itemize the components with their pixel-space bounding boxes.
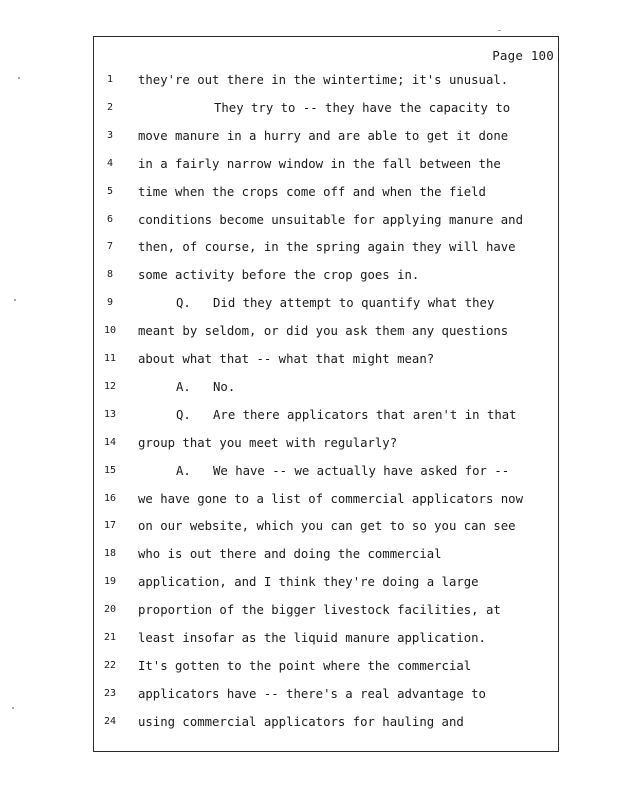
line-text: applicators have -- there's a real advantage to <box>138 686 486 701</box>
line-number: 13 <box>103 408 117 420</box>
line-number: 1 <box>106 74 114 85</box>
line-number: 6 <box>106 213 114 225</box>
page-number: Page 100 <box>492 48 554 63</box>
line-number: 24 <box>103 715 117 727</box>
line-number: 9 <box>106 297 114 309</box>
transcript-line <box>100 658 555 674</box>
line-text: then, of course, in the spring again they will have <box>138 240 516 255</box>
line-number: 21 <box>103 632 117 643</box>
transcript-line <box>100 518 555 534</box>
scan-speck <box>498 30 501 31</box>
line-number: 16 <box>103 492 117 504</box>
line-text: application, and I think they're doing a large <box>138 575 479 590</box>
line-text: who is out there and doing the commercial <box>138 547 442 562</box>
line-text: least insofar as the liquid manure application. <box>138 631 486 645</box>
scan-speck <box>14 299 16 301</box>
line-number: 11 <box>103 353 117 364</box>
transcript-line <box>100 128 555 144</box>
line-text: they're out there in the wintertime; it's unusual. <box>138 73 509 87</box>
line-number: 17 <box>103 520 117 532</box>
line-number: 18 <box>103 548 117 560</box>
line-number: 5 <box>106 185 114 197</box>
transcript-line <box>100 491 555 507</box>
line-number: 4 <box>106 157 114 169</box>
line-text: some activity before the crop goes in. <box>138 268 420 283</box>
line-text: on our website, which you can get to so you can see <box>138 519 516 534</box>
scan-speck <box>18 77 20 79</box>
line-number: 23 <box>103 687 117 699</box>
line-text: It's gotten to the point where the commercial <box>138 658 472 673</box>
line-text: They try to -- they have the capacity to <box>214 100 511 115</box>
line-text: about what that -- what that might mean? <box>138 352 435 366</box>
line-number: 7 <box>106 241 114 253</box>
line-number: 12 <box>103 380 117 392</box>
transcript-line <box>100 686 555 702</box>
line-number: 2 <box>106 101 114 113</box>
transcript-line <box>100 212 555 228</box>
scan-speck <box>12 707 14 709</box>
line-text: in a fairly narrow window in the fall between the <box>138 156 501 171</box>
line-text: A. No. <box>176 379 236 394</box>
transcript-line <box>100 407 555 423</box>
line-text: Q. Did they attempt to quantify what they <box>176 296 495 311</box>
transcript-line <box>100 546 555 562</box>
transcript-line <box>100 630 555 646</box>
line-text: proportion of the bigger livestock facilities, at <box>138 603 501 618</box>
transcript-line <box>100 239 555 255</box>
transcript-line <box>100 351 555 367</box>
line-text: meant by seldom, or did you ask them any questions <box>138 324 509 339</box>
line-number: 14 <box>103 436 117 448</box>
transcript-line <box>100 267 555 283</box>
transcript-line <box>100 602 555 618</box>
line-text: using commercial applicators for hauling and <box>138 714 464 729</box>
line-text: we have gone to a list of commercial applicators now <box>138 491 523 506</box>
line-text: move manure in a hurry and are able to get it done <box>138 128 509 143</box>
line-number: 10 <box>103 325 117 337</box>
transcript-line <box>100 72 555 88</box>
transcript-line <box>100 184 555 200</box>
transcript-line <box>100 574 555 590</box>
transcript-line <box>100 295 555 311</box>
transcript-line <box>100 156 555 172</box>
line-text: Q. Are there applicators that aren't in that <box>176 407 517 422</box>
transcript-line <box>100 714 555 730</box>
transcript-line <box>100 379 555 395</box>
line-number: 15 <box>103 464 117 476</box>
line-number: 22 <box>103 659 117 671</box>
transcript-line <box>100 463 555 479</box>
line-number: 20 <box>103 604 117 616</box>
line-number: 3 <box>106 129 114 141</box>
line-text: A. We have -- we actually have asked for -- <box>176 463 510 478</box>
transcript-line <box>100 100 555 116</box>
line-number: 8 <box>106 269 114 281</box>
line-number: 19 <box>103 576 117 588</box>
transcript-line <box>100 323 555 339</box>
line-text: time when the crops come off and when the field <box>138 184 486 199</box>
line-text: conditions become unsuitable for applying manure and <box>138 212 523 227</box>
transcript-line <box>100 435 555 451</box>
line-text: group that you meet with regularly? <box>138 435 398 450</box>
